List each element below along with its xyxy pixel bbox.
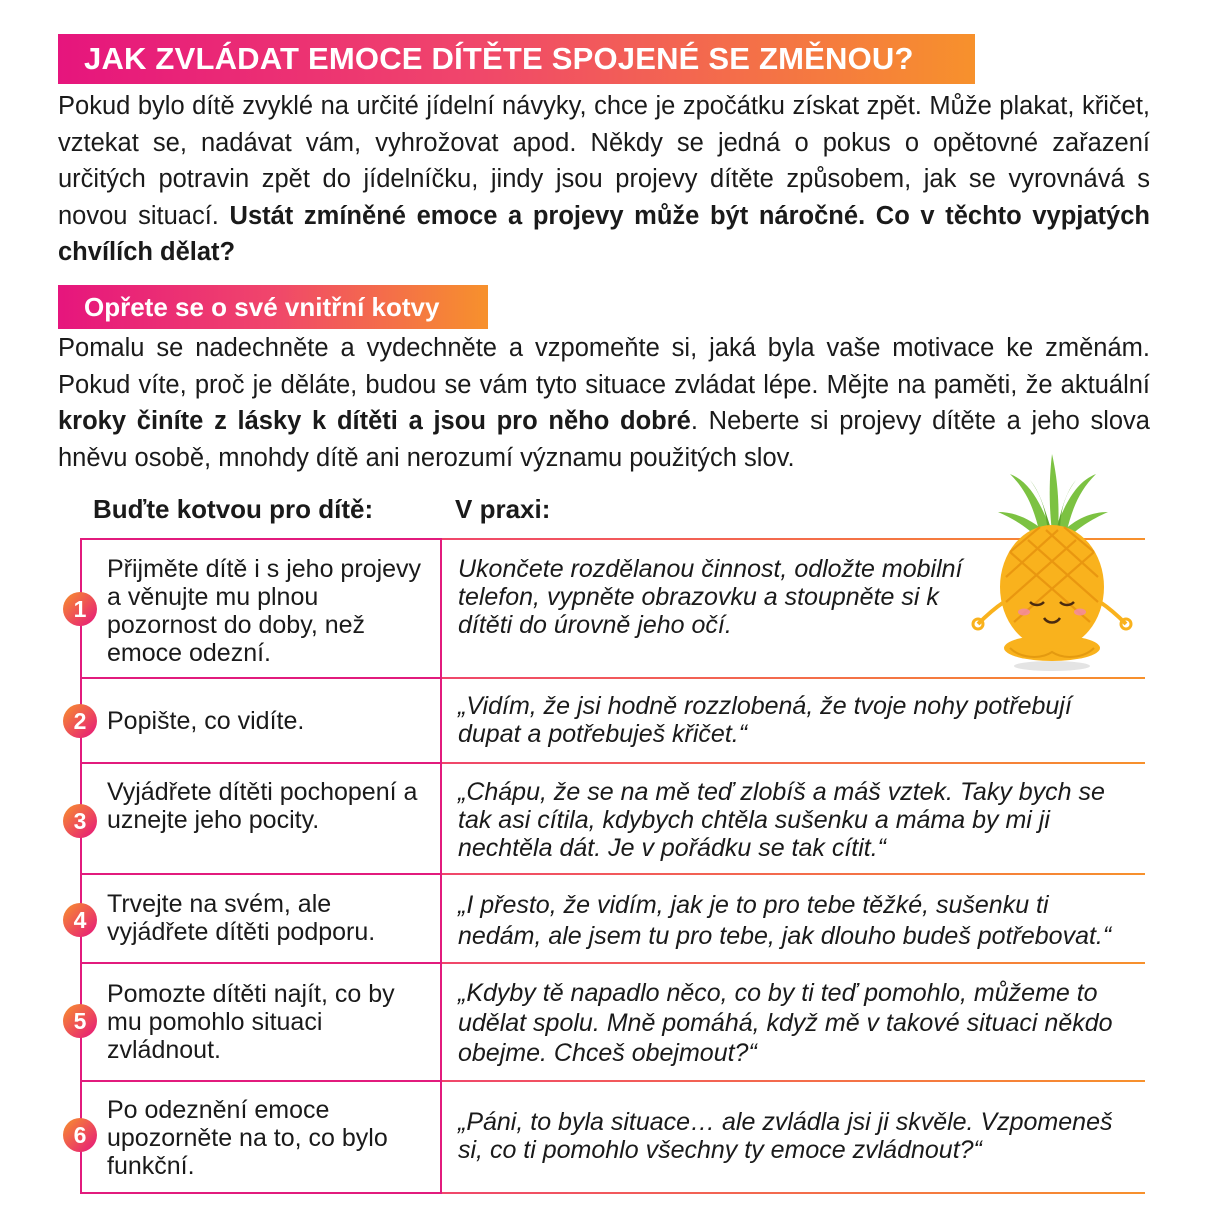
- row-separator: [80, 1192, 1145, 1194]
- step-number: 4: [63, 903, 97, 937]
- row-example: „Chápu, že se na mě teď zlobíš a máš vztek. Taky bych se tak asi cítila, kdybych chtěla sušenku a máma by mi ji nechtěla dát. Je v pořádku se tak cítit.“: [458, 778, 1105, 862]
- step-number: 5: [63, 1004, 97, 1038]
- row-instruction: Trvejte na svém, ale vyjádřete dítěti podporu.: [107, 890, 376, 946]
- table-row: [73, 964, 1145, 1080]
- section-text-before: Pomalu se nadechněte a vydechněte a vzpomeňte si, jaká byla vaše motivace ke změnám. Pokud víte, proč je děláte, budou se vám tyto situace zvládat lépe. Mějte na paměti, že aktuální: [58, 334, 1150, 399]
- section-banner: [58, 285, 488, 329]
- table-row: [73, 1082, 1145, 1192]
- row-instruction: Pomozte dítěti najít, co by mu pomohlo situaci zvládnout.: [107, 980, 395, 1064]
- section-heading: Opřete se o své vnitřní kotvy: [84, 291, 440, 322]
- intro-bold: Ustát zmíněné emoce a projevy může být náročné. Co v těchto vypjatých chvílích dělat?: [58, 201, 1150, 266]
- table-row: [73, 679, 1145, 762]
- column-header-anchor: Buďte kotvou pro dítě:: [93, 494, 374, 524]
- row-instruction: Popište, co vidíte.: [107, 707, 305, 735]
- row-instruction: Přijměte dítě i s jeho projevy a věnujte mu plnou pozornost do doby, než emoce odezní.: [107, 555, 422, 667]
- table-row: [73, 875, 1145, 962]
- section-bold: kroky činíte z lásky k dítěti a jsou pro něho dobré: [58, 407, 691, 435]
- table-row: [73, 764, 1145, 873]
- intro-text: Pokud bylo dítě zvyklé na určité jídelní návyky, chce je zpočátku získat zpět. Může plakat, křičet, vztekat se, nadávat vám, vyhrožovat apod. Někdy se jedná o pokus o opětovné zařazení určitých potravin zpět do jídelníčku, jindy jsou projevy dítěte způsobem, jak se vyrovnává s novou situací.: [58, 92, 1150, 230]
- row-example: „Páni, to byla situace… ale zvládla jsi ji skvěle. Vzpomeneš si, co ti pomohlo všechny ty emoce zvládnout?“: [458, 1108, 1113, 1164]
- step-number: 3: [63, 804, 97, 838]
- intro-paragraph: [58, 88, 1150, 271]
- row-example: „Kdyby tě napadlo něco, co by ti teď pomohlo, můžeme to udělat spolu. Mně pomáhá, když mě v takové situaci někdo obejme. Chceš obejmout?“: [458, 979, 1113, 1067]
- step-number: 6: [63, 1118, 97, 1152]
- row-example: „I přesto, že vidím, jak je to pro tebe těžké, sušenku ti nedám, ale jsem tu pro tebe, jak dlouho budeš potřebovat.“: [458, 891, 1112, 950]
- step-number: 1: [63, 592, 97, 626]
- pineapple-meditating-icon: [970, 452, 1135, 677]
- row-instruction: Vyjádřete dítěti pochopení a uznejte jeho pocity.: [107, 778, 418, 834]
- section-text-after: . Neberte si projevy dítěte a jeho slova hněvu osobě, mnohdy dítě ani nerozumí významu použitých slov.: [58, 407, 1150, 472]
- row-instruction: Po odeznění emoce upozorněte na to, co bylo funkční.: [107, 1096, 388, 1180]
- row-example: „Vidím, že jsi hodně rozzlobená, že tvoje nohy potřebují dupat a potřebuješ křičet.“: [458, 692, 1072, 748]
- page-title: JAK ZVLÁDAT EMOCE DÍTĚTE SPOJENÉ SE ZMĚNOU?: [84, 41, 914, 76]
- title-banner: [58, 34, 975, 84]
- row-example: Ukončete rozdělanou činnost, odložte mobilní telefon, vypněte obrazovku a stoupněte si k dítěti do úrovně jeho očí.: [458, 555, 963, 639]
- column-header-practice: V praxi:: [455, 494, 551, 524]
- step-number: 2: [63, 704, 97, 738]
